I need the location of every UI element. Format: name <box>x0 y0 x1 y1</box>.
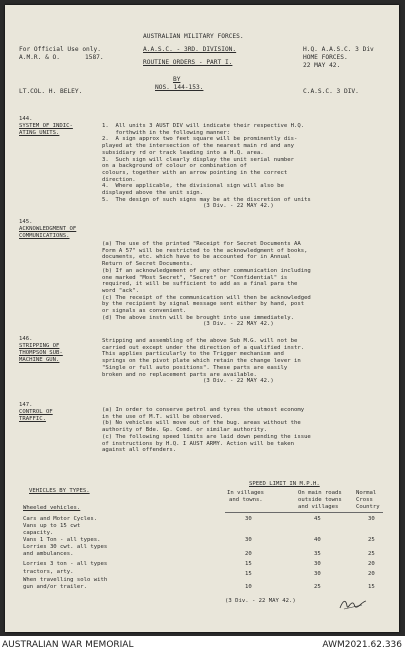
table-row-label: Vans up to 15 cwt <box>23 523 81 529</box>
header-right-date: 22 MAY 42. <box>303 62 341 69</box>
table-cell: 30 <box>314 571 321 577</box>
header-title: AUSTRALIAN MILITARY FORCES. <box>143 33 244 40</box>
header-left-line1: For Official Use only. <box>19 46 101 53</box>
col-header-cross-country: Cross <box>356 497 373 503</box>
table-row-label: and ambulances. <box>23 551 74 557</box>
order-number: 146. <box>19 336 33 342</box>
header-division: A.A.S.C. - 3RD. DIVISION. <box>143 46 237 53</box>
order-heading-line: SYSTEM OF INDIC- <box>19 123 73 129</box>
order-heading-line: ACKNOWLEDGMENT OF <box>19 226 77 232</box>
footer-institution: AUSTRALIAN WAR MEMORIAL <box>2 640 134 650</box>
table-cell: 25 <box>314 584 321 590</box>
order-number: 144. <box>19 116 33 122</box>
col-header-main-roads: outside towns <box>298 497 342 503</box>
table-section-label: Wheeled vehicles. <box>23 505 81 511</box>
table-cell: 35 <box>314 551 321 557</box>
order-body: (a) In order to conserve petrol and tyres the utmost economy in the use of M.T. will be observed. (b) No vehicles will move out of the bug. areas without the authority of Bde. Gp. Comd. or similar authority. (c) The following speed limits are laid down pending the issue of instructions by H.Q. I AUST ARMY. Action will be taken against all offenders. <box>102 407 311 454</box>
table-row-label: Vans 1 Ton - all types. <box>23 537 101 543</box>
archive-footer <box>0 636 405 653</box>
order-heading-line: ATING UNITS. <box>19 130 60 136</box>
col-header-main-roads: On main roads <box>298 490 342 496</box>
col-header-cross-country: Country <box>356 504 380 510</box>
table-cell: 10 <box>245 584 252 590</box>
table-cell: 45 <box>314 516 321 522</box>
order-body: Stripping and assembling of the above Sub M.G. will not be carried out except under the direction of a qualified instr. This applies particularly to the Trigger mechanism and springs on the pivot plate which retain the change lever in "Single or full auto positions". These parts are easily broken and no replacement parts are available. (3 Div. - 22 MAY 42.) <box>102 338 305 385</box>
order-heading-line: TRAFFIC. <box>19 416 46 422</box>
table-cell: 15 <box>368 584 375 590</box>
table-row-label: Lorries 30 cwt. all types <box>23 544 108 550</box>
header-left-code: 1587. <box>85 54 104 61</box>
table-cell: 20 <box>245 551 252 557</box>
col-header-villages: In villages <box>227 490 265 496</box>
table-cell: 25 <box>368 537 375 543</box>
col-header-villages: and towns. <box>229 497 263 503</box>
order-heading-line: CONTROL OF <box>19 409 53 415</box>
header-order-numbers: NOS. 144-153. <box>155 84 204 91</box>
header-left-line2: A.M.R. & O. <box>19 54 60 61</box>
header-routine-orders: ROUTINE ORDERS - PART I. <box>143 59 233 66</box>
table-right-title: SPEED LIMIT IN M.P.H. <box>249 481 320 487</box>
header-right-line2: HOME FORCES. <box>303 54 348 61</box>
table-row-label: gun and/or trailer. <box>23 584 87 590</box>
table-cell: 15 <box>245 571 252 577</box>
table-row-label: tractors, arty. <box>23 569 74 575</box>
table-date-stamp: (3 Div. - 22 MAY 42.) <box>225 598 296 604</box>
table-cell: 30 <box>245 537 252 543</box>
table-cell: 20 <box>368 561 375 567</box>
table-cell: 40 <box>314 537 321 543</box>
table-cell: 30 <box>314 561 321 567</box>
table-cell: 20 <box>368 571 375 577</box>
table-row-label: When travelling solo with <box>23 577 108 583</box>
signatory-title: C.A.S.C. 3 DIV. <box>303 88 359 95</box>
order-number: 147. <box>19 402 33 408</box>
header-right-line1: H.Q. A.A.S.C. 3 Div <box>303 46 374 53</box>
order-heading-line: STRIPPING OF <box>19 343 60 349</box>
order-body: 1. All units 3 AUST DIV will indicate their respective H.Q. forthwith in the following manner: 2. A sign approx two feet square will be prominently dis- played at the intersection of the nearest main rd and any subsidiary rd or track leading into a H.Q. area. 3. Such sign will clearly display the unit serial number on a background of colour or combination of colours, together with an arrow pointing in the correct direction. 4. Where applicable, the divisional sign will also be displayed above the unit sign. 5. The design of such signs may be at the discretion of units (3 Div. - 22 MAY 42.) <box>102 123 311 210</box>
table-row-label: Lorries 3 ton - all types <box>23 561 108 567</box>
document-page <box>5 5 399 632</box>
order-heading-line: MACHINE GUN. <box>19 357 60 363</box>
table-row-label: capacity. <box>23 530 54 536</box>
col-header-cross-country: Normal <box>356 490 377 496</box>
table-row-label: Cars and Motor Cycles. <box>23 516 98 522</box>
order-heading-line: THOMPSON SUB- <box>19 350 63 356</box>
table-left-title: VEHICLES BY TYPES. <box>29 488 90 494</box>
table-cell: 15 <box>245 561 252 567</box>
handwritten-signature <box>338 596 368 612</box>
table-cell: 30 <box>245 516 252 522</box>
header-by: BY <box>173 76 181 83</box>
signatory-name: LT.COL. H. BELEY. <box>19 88 83 95</box>
col-header-main-roads: and villages <box>298 504 339 510</box>
footer-accession-number: AWM2021.62.336 <box>322 640 402 650</box>
table-cell: 25 <box>368 551 375 557</box>
order-number: 145. <box>19 219 33 225</box>
order-heading-line: COMMUNICATIONS. <box>19 233 70 239</box>
table-cell: 30 <box>368 516 375 522</box>
order-body: (a) The use of the printed "Receipt for Secret Documents AA Form A 57" will be restricted to the acknowledgment of books, documents, etc. which have to be accounted for in Annual Return of Secret Documents. (b) If an acknowledgement of any other communication including one marked "Most Secret", "Secret" or "Confidential" is required, it will be sufficient to add as a final para the word "ack". (c) The receipt of the communication will then be acknowledged by the recipient by signal message sent either by hand, post or signals as convenient. (d) The above instn will be brought into use immediately. (3 Div. - 22 MAY 42.) <box>102 241 311 328</box>
table-header-rule <box>225 512 383 513</box>
